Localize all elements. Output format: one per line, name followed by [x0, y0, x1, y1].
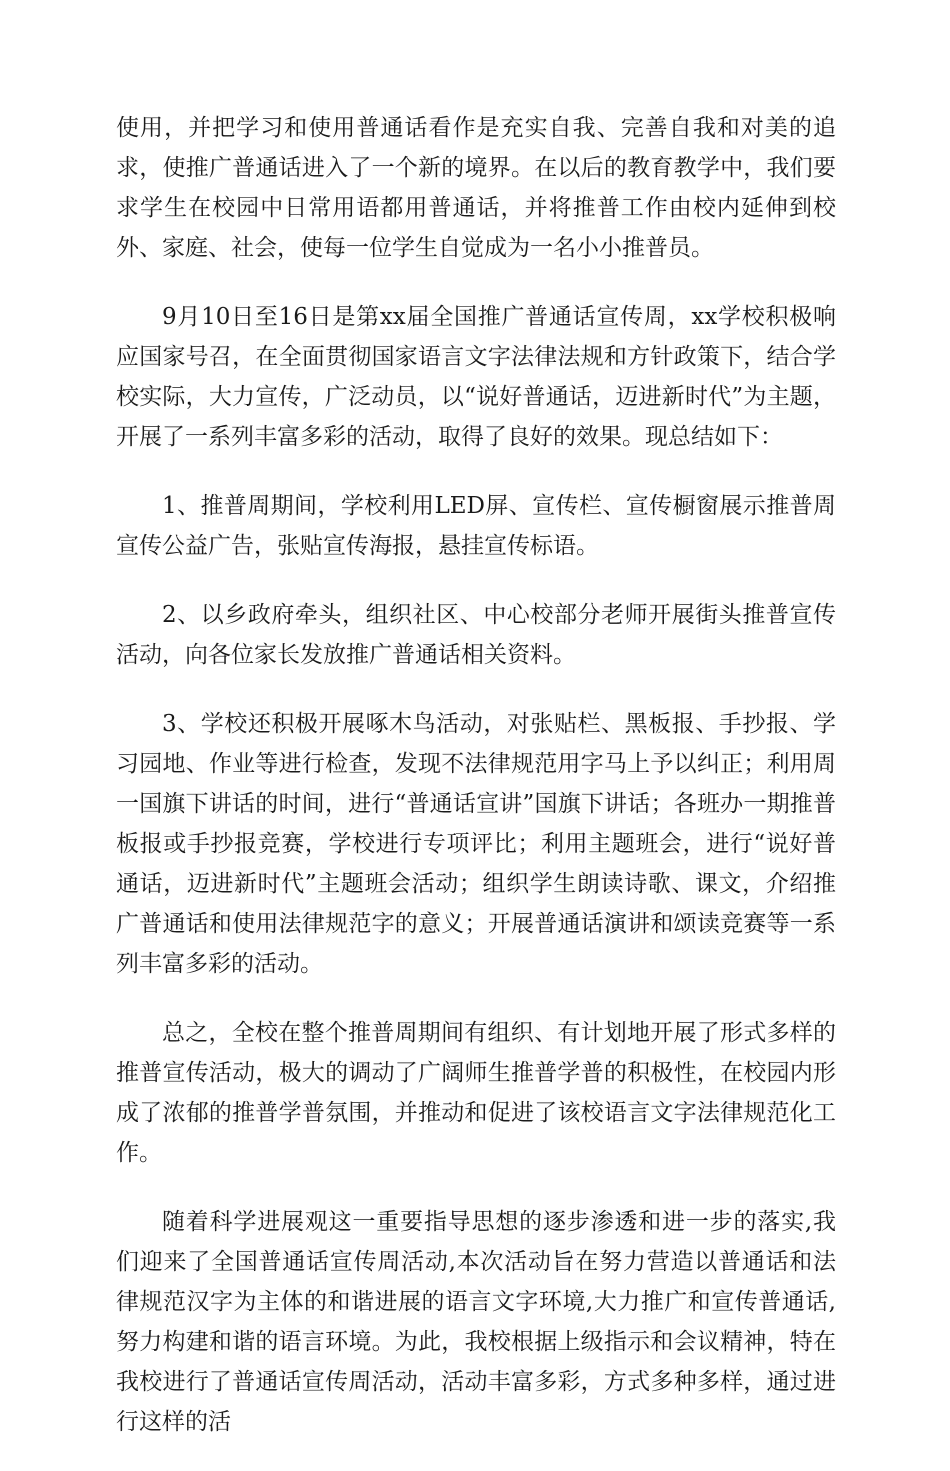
paragraph-intro: 9月10日至16日是第xx届全国推广普通话宣传周，xx学校积极响应国家号召，在全面贯彻国家语言文字法律法规和方针政策下，结合学校实际，大力宣传，广泛动员，以“说好普通话，迈进新时代”为主题，开展了一系列丰富多彩的活动，取得了良好的效果。现总结如下： [116, 304, 836, 450]
paragraph-item-2: 2、以乡政府牵头，组织社区、中心校部分老师开展街头推普宣传活动，向各位家长发放推广普通话相关资料。 [116, 602, 836, 668]
paragraph-item-3: 3、学校还积极开展啄木鸟活动，对张贴栏、黑板报、手抄报、学习园地、作业等进行检查，发现不法律规范用字马上予以纠正；利用周一国旗下讲话的时间，进行“普通话宣讲”国旗下讲话；各班办一期推普板报或手抄报竞赛，学校进行专项评比；利用主题班会，进行“说好普通话，迈进新时代”主题班会活动；组织学生朗读诗歌、课文，介绍推广普通话和使用法律规范字的意义；开展普通话演讲和颂读竞赛等一系列丰富多彩的活动。 [116, 711, 836, 977]
paragraph-summary: 总之，全校在整个推普周期间有组织、有计划地开展了形式多样的推普宣传活动，极大的调动了广阔师生推普学普的积极性，在校园内形成了浓郁的推普学普氛围，并推动和促进了该校语言文字法律规范化工作。 [116, 1020, 836, 1166]
document-body [116, 108, 836, 1471]
paragraph-closing: 随着科学进展观这一重要指导思想的逐步渗透和进一步的落实,我们迎来了全国普通话宣传周活动,本次活动旨在努力营造以普通话和法律规范汉字为主体的和谐进展的语言文字环境,大力推广和宣传普通话,努力构建和谐的语言环境。为此，我校根据上级指示和会议精神，特在我校进行了普通话宣传周活动，活动丰富多彩，方式多种多样，通过进行这样的活 [116, 1209, 836, 1435]
paragraph-item-1: 1、推普周期间，学校利用LED屏、宣传栏、宣传橱窗展示推普周宣传公益广告，张贴宣传海报，悬挂宣传标语。 [116, 493, 836, 559]
paragraph-continuation: 使用，并把学习和使用普通话看作是充实自我、完善自我和对美的追求，使推广普通话进入了一个新的境界。在以后的教育教学中，我们要求学生在校园中日常用语都用普通话，并将推普工作由校内延伸到校外、家庭、社会，使每一位学生自觉成为一名小小推普员。 [116, 115, 836, 261]
